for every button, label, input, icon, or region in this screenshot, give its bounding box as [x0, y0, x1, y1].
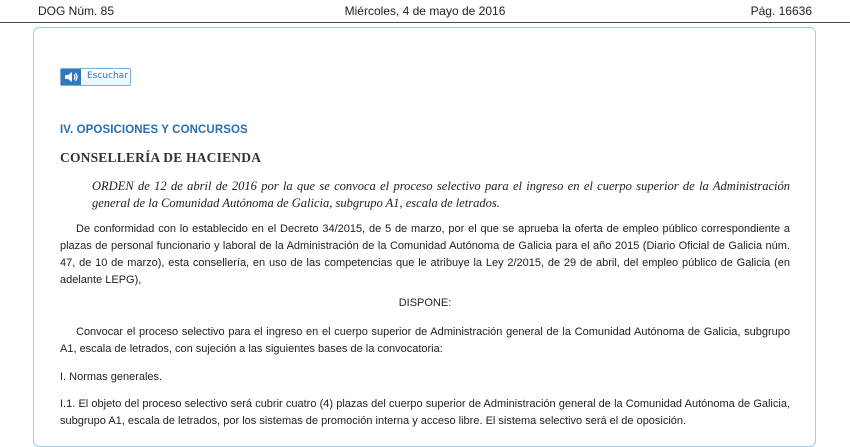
issue-number: DOG Núm. 85 [38, 4, 115, 18]
order-title: ORDEN de 12 de abril de 2016 por la que se convoca el proceso selectivo para el ingreso en el cuerpo superior de la Administración general de la Comunidad Autónoma de Galicia, subgrupo A1, escala de letrados. [92, 179, 790, 210]
page-number: Pág. 16636 [750, 4, 812, 18]
section-title: IV. OPOSICIONES Y CONCURSOS [60, 124, 248, 136]
paragraph-3: I. Normas generales. [60, 371, 163, 383]
listen-button[interactable] [60, 68, 131, 86]
department-title: CONSELLERÍA DE HACIENDA [60, 150, 262, 165]
paragraph-4: I.1. El objeto del proceso selectivo será cubrir cuatro (4) plazas del cuerpo superior de Administración general de la Comunidad Autónoma de Galicia, subgrupo A1, escala de letrados, por los sistemas de promoción interna y acceso libre. El sistema selectivo será el de oposición. [60, 398, 790, 427]
page-header [0, 0, 850, 23]
dispone-heading: DISPONE: [398, 297, 452, 309]
issue-date: Miércoles, 4 de mayo de 2016 [344, 4, 506, 18]
paragraph-1: De conformidad con lo establecido en el Decreto 34/2015, de 5 de marzo, por el que se aprueba la oferta de empleo público correspondiente a plazas de personal funcionario y laboral de la Administración de la Comunidad Autónoma de Galicia para el año 2015 (Diario Oficial de Galicia núm. 47, de 10 de marzo), esta consellería, en uso de las competencias que le atribuye la Ley 2/2015, de 29 de abril, del empleo público de Galicia (en adelante LEPG), [60, 223, 790, 286]
paragraph-2: Convocar el proceso selectivo para el ingreso en el cuerpo superior de Administración general de la Comunidad Autónoma de Galicia, subgrupo A1, escala de letrados, con sujeción a las siguientes bases de la convocatoria: [60, 326, 790, 355]
speaker-icon [61, 69, 81, 85]
listen-button-label: Escuchar [87, 71, 128, 81]
